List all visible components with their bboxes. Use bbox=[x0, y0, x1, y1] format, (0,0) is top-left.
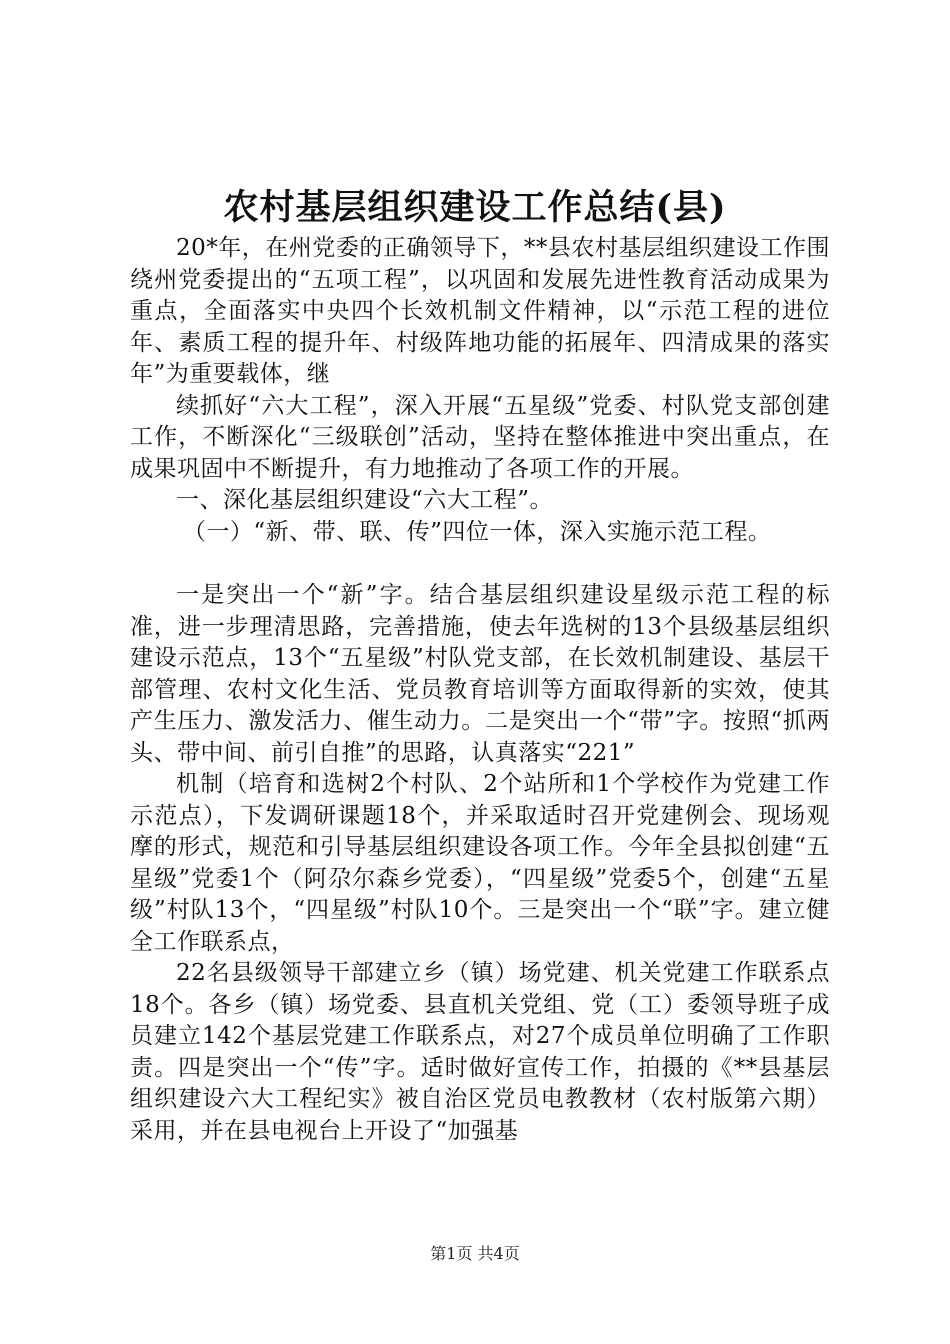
paragraph-continued: 续抓好“六大工程”，深入开展“五星级”党委、村队党支部创建工作，不断深化“三级联创”活动，坚持在整体推进中突出重点，在成果巩固中不断提升，有力地推动了各项工作的开展。 bbox=[130, 392, 830, 482]
paragraph-mechanism: 机制（培育和选树2个村队、2个站所和1个学校作为党建工作示范点），下发调研课题18个，并采取适时召开党建例会、现场观摩的形式，规范和引导基层组织建设各项工作。今年全县拟创建“五星级”党委1个（阿尕尔森乡党委），“四星级”党委5个，创建“五星级”村队13个，“四星级”村队10个。三是突出一个“联”字。建立健全工作联系点， bbox=[130, 771, 830, 955]
section-heading: 一、深化基层组织建设“六大工程”。 bbox=[176, 487, 554, 513]
document-body bbox=[130, 233, 830, 1147]
paragraph-intro: 20*年，在州党委的正确领导下，**县农村基层组织建设工作围绕州党委提出的“五项工程”，以巩固和发展先进性教育活动成果为重点，全面落实中央四个长效机制文件精神，以“示范工程的进位年、素质工程的提升年、村级阵地功能的拓展年、四清成果的落实年”为重要载体，继 bbox=[130, 235, 830, 387]
document-title: 农村基层组织建设工作总结(县) bbox=[223, 187, 727, 228]
paragraph-new-and-lead: 一是突出一个“新”字。结合基层组织建设星级示范工程的标准，进一步理清思路，完善措施，使去年选树的13个县级基层组织建设示范点，13个“五星级”村队党支部，在长效机制建设、基层干部管理、农村文化生活、党员教育培训等方面取得新的实效，使其产生压力、激发活力、催生动力。二是突出一个“带”字。按照“抓两头、带中间、前引自推”的思路，认真落实“221” bbox=[130, 582, 830, 766]
page-number-footer: 第1页 共4页 bbox=[430, 1244, 520, 1263]
subsection-heading: （一）“新、带、联、传”四位一体，深入实施示范工程。 bbox=[182, 518, 772, 545]
paragraph-contact-points: 22名县级领导干部建立乡（镇）场党建、机关党建工作联系点18个。各乡（镇）场党委、县直机关党组、党（工）委领导班子成员建立142个基层党建工作联系点，对27个成员单位明确了工作职责。四是突出一个“传”字。适时做好宣传工作，拍摄的《**县基层组织建设六大工程纪实》被自治区党员电教教材（农村版第六期）采用，并在县电视台上开设了“加强基 bbox=[130, 960, 830, 1144]
